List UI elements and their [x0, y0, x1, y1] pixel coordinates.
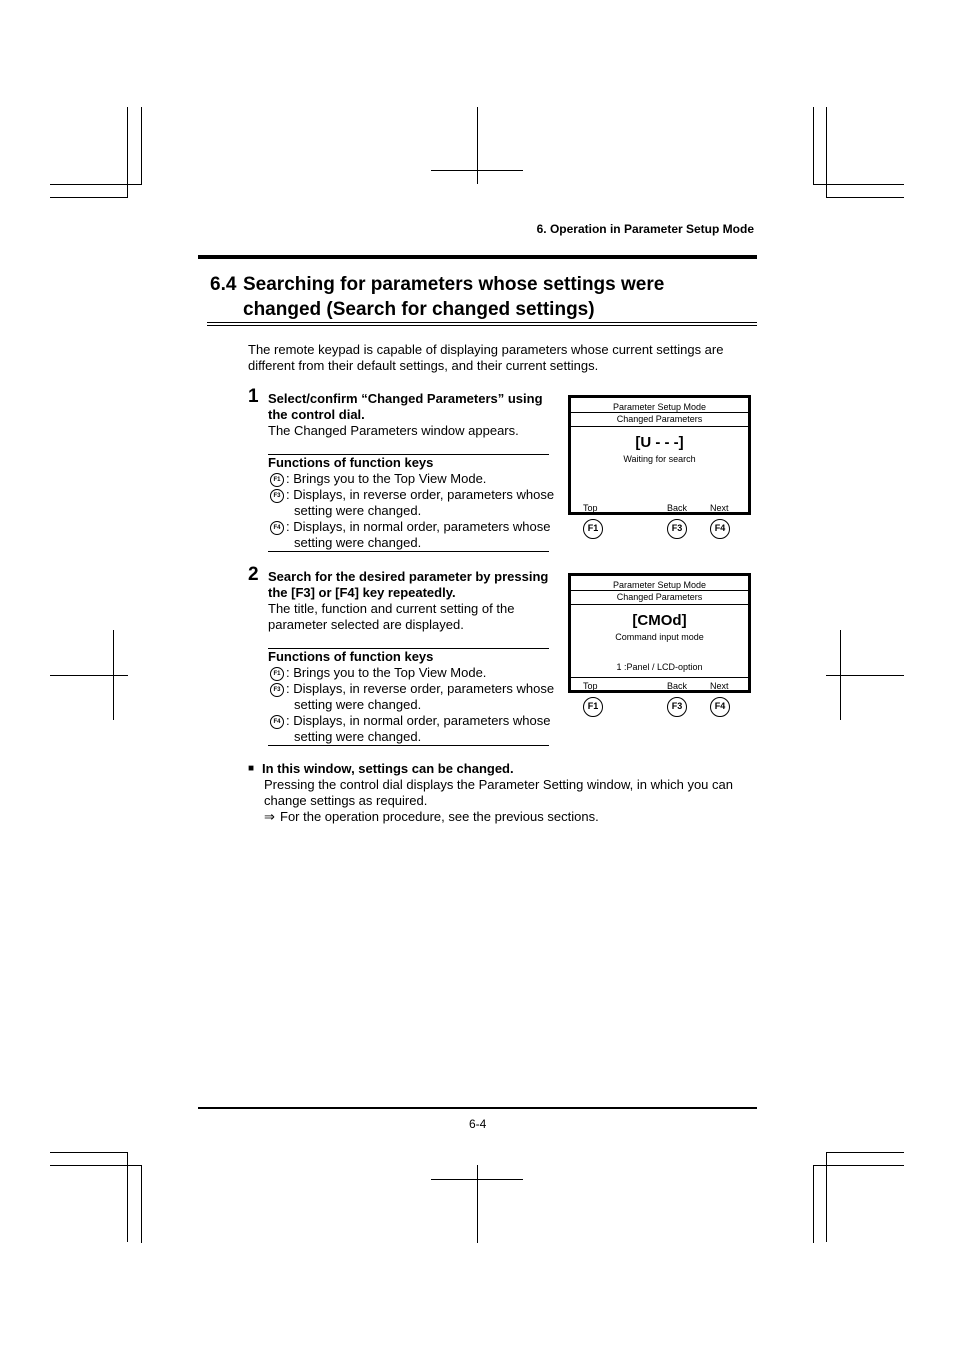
page-number: 6-4	[469, 1117, 487, 1131]
fk-desc-f3: : Displays, in reverse order, parameters whose	[286, 681, 555, 696]
f3-key-icon: F3	[270, 489, 284, 503]
title-rule-top	[207, 322, 757, 323]
lcd-divider	[571, 412, 748, 413]
f4-key-icon: F4	[270, 715, 284, 729]
lcd-sub-title: Changed Parameters	[616, 592, 703, 602]
footer-rule	[198, 1107, 757, 1109]
step-body-line-1: The title, function and current setting of the	[268, 601, 515, 616]
lcd-parameter-desc: Command input mode	[615, 632, 704, 642]
lcd-divider	[571, 677, 748, 678]
note-line-3: For the operation procedure, see the previous sections.	[280, 809, 599, 824]
arrow-icon: ⇒	[264, 809, 275, 824]
lcd-divider	[571, 590, 748, 591]
intro-line-2: different from their default settings, and their current settings.	[248, 358, 599, 373]
lcd-softkey-top: Top	[583, 681, 598, 691]
fk-table-rule-bottom	[268, 745, 549, 746]
lcd-divider	[571, 426, 748, 427]
f1-button[interactable]: F1	[583, 519, 603, 539]
step-number: 1	[248, 386, 259, 407]
title-rule-bottom	[207, 325, 757, 326]
title-line-1: Searching for parameters whose settings were	[243, 274, 665, 295]
lcd-mode-title: Parameter Setup Mode	[612, 402, 707, 412]
lcd-parameter-value: 1 :Panel / LCD-option	[616, 662, 703, 672]
lcd-softkey-next: Next	[710, 503, 729, 513]
note-line-2: change settings as required.	[264, 793, 428, 808]
lcd-screen-parameter-detail	[568, 573, 751, 693]
title-line-2: changed (Search for changed settings)	[243, 299, 595, 320]
step-heading-line-1: Search for the desired parameter by pressing	[268, 569, 549, 584]
f4-button[interactable]: F4	[710, 697, 730, 717]
step-heading-line-2: the [F3] or [F4] key repeatedly.	[268, 585, 456, 600]
note-heading: In this window, settings can be changed.	[262, 761, 514, 776]
running-header: 6. Operation in Parameter Setup Mode	[536, 222, 754, 236]
fk-desc-f4: : Displays, in normal order, parameters whose	[286, 713, 551, 728]
fk-table-rule-bottom	[268, 551, 549, 552]
lcd-softkey-next: Next	[710, 681, 729, 691]
lcd-screen-changed-parameters	[568, 395, 751, 515]
fk-desc-f4: : Displays, in normal order, parameters whose	[286, 519, 551, 534]
section-number: 6.4	[210, 274, 237, 295]
fk-desc-f3: : Displays, in reverse order, parameters whose	[286, 487, 555, 502]
f1-key-icon: F1	[270, 667, 284, 681]
fk-desc-f1: : Brings you to the Top View Mode.	[286, 665, 487, 680]
step-heading-line-1: Select/confirm “Changed Parameters” using	[268, 391, 543, 406]
header-rule	[198, 255, 757, 259]
fk-desc-f1: : Brings you to the Top View Mode.	[286, 471, 487, 486]
step-body-line-2: parameter selected are displayed.	[268, 617, 464, 632]
fk-table-title: Functions of function keys	[268, 649, 434, 664]
fk-desc-f4-cont: setting were changed.	[294, 729, 422, 744]
f3-button[interactable]: F3	[667, 519, 687, 539]
f1-key-icon: F1	[270, 473, 284, 487]
step-number: 2	[248, 564, 259, 585]
lcd-parameter-desc: Waiting for search	[623, 454, 696, 464]
note-line-1: Pressing the control dial displays the Parameter Setting window, in which you can	[264, 777, 733, 792]
lcd-softkey-back: Back	[667, 503, 688, 513]
f4-key-icon: F4	[270, 521, 284, 535]
lcd-divider	[571, 604, 748, 605]
step-heading-line-2: the control dial.	[268, 407, 365, 422]
f4-button[interactable]: F4	[710, 519, 730, 539]
fk-table-title: Functions of function keys	[268, 455, 434, 470]
fk-desc-f3-cont: setting were changed.	[294, 503, 422, 518]
f1-button[interactable]: F1	[583, 697, 603, 717]
lcd-parameter-code: [U - - -]	[635, 434, 684, 451]
lcd-parameter-code: [CMOd]	[632, 612, 687, 629]
intro-line-1: The remote keypad is capable of displaying parameters whose current settings are	[248, 342, 724, 357]
lcd-mode-title: Parameter Setup Mode	[612, 580, 707, 590]
f3-button[interactable]: F3	[667, 697, 687, 717]
lcd-softkey-back: Back	[667, 681, 688, 691]
fk-desc-f4-cont: setting were changed.	[294, 535, 422, 550]
note-bullet-icon: ■	[248, 763, 255, 774]
lcd-softkey-top: Top	[583, 503, 598, 513]
lcd-sub-title: Changed Parameters	[616, 414, 703, 424]
step-body-line-1: The Changed Parameters window appears.	[268, 423, 519, 438]
f3-key-icon: F3	[270, 683, 284, 697]
fk-desc-f3-cont: setting were changed.	[294, 697, 422, 712]
